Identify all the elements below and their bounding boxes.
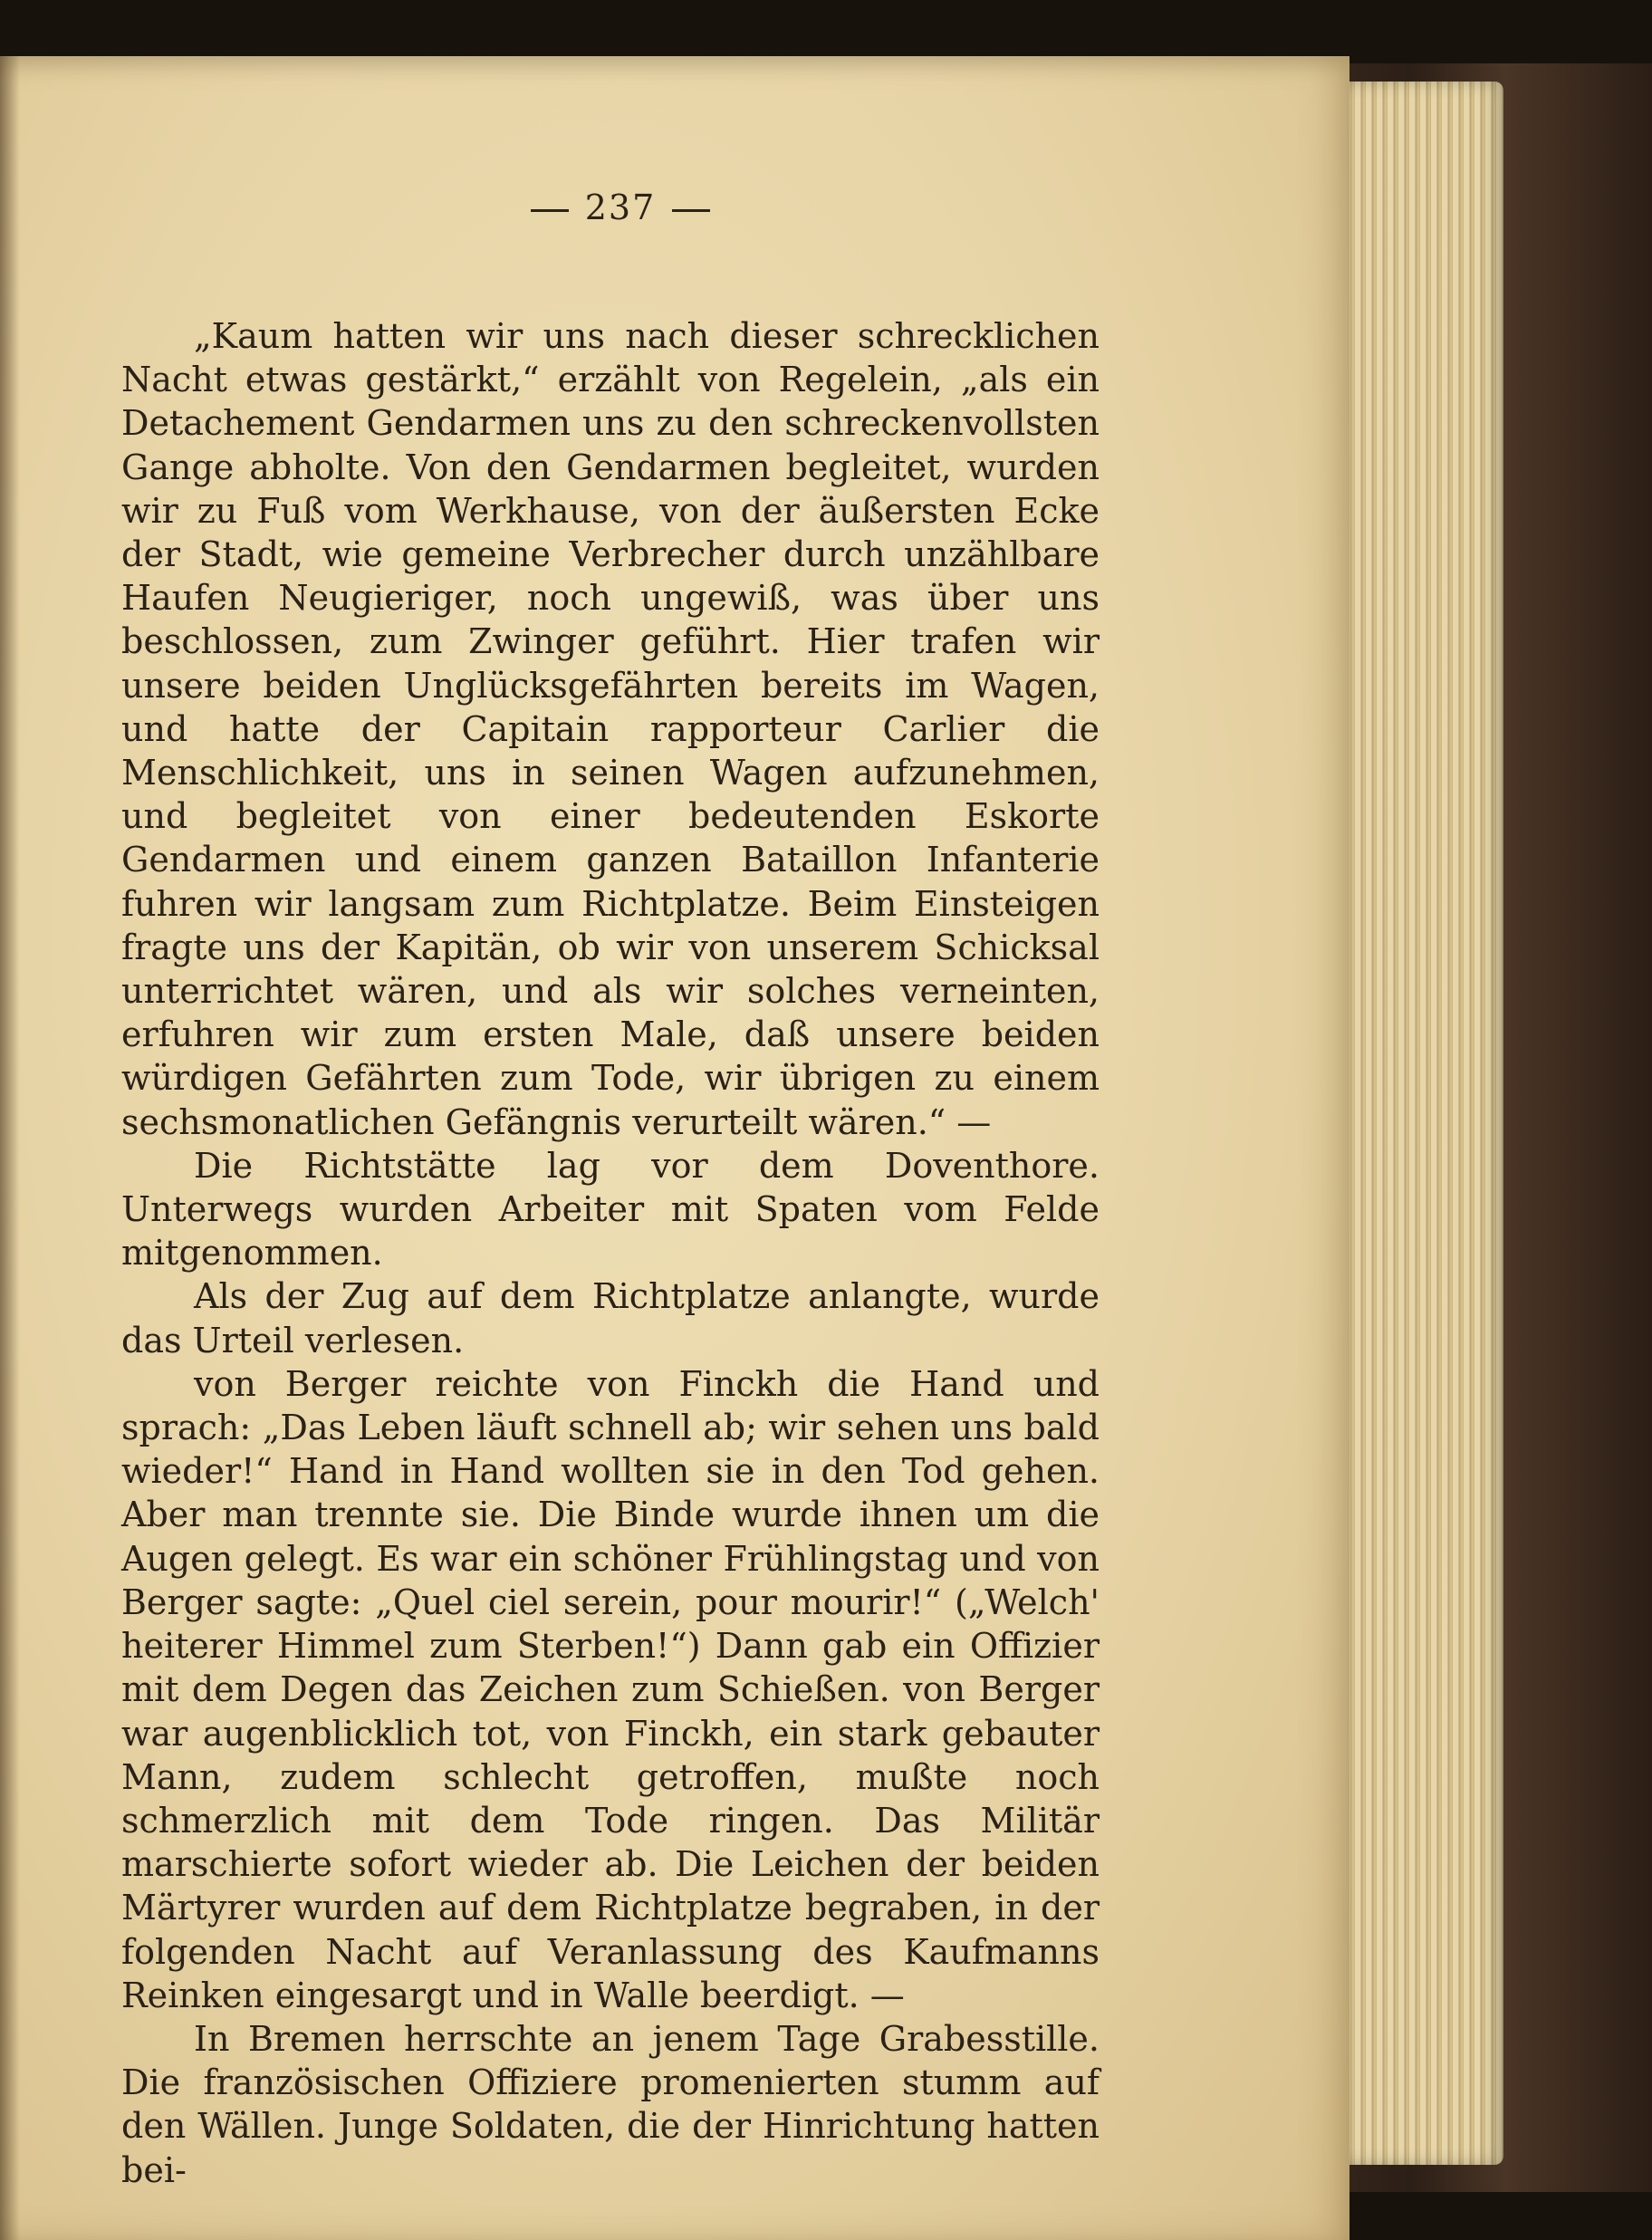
page-header	[0, 187, 1241, 227]
book-page	[0, 56, 1349, 2240]
paragraph: von Berger reichte von Finckh die Hand und sprach: „Das Leben läuft schnell ab; wir sehen uns bald wieder!“ Hand in Hand wollten sie in den Tod gehen. Aber man trennte sie. Die Binde wurde ihnen um die Augen gelegt. Es war ein schöner Frühlingstag und von Berger sagte: „Quel ciel serein, pour mourir!“ („Welch' heiterer Himmel zum Sterben!“) Dann gab ein Offizier mit dem Degen das Zeichen zum Schießen. von Berger war augenblicklich tot, von Finckh, ein stark gebauter Mann, zudem schlecht getroffen, mußte noch schmerzlich mit dem Tode ringen. Das Militär marschierte sofort wieder ab. Die Leichen der beiden Märtyrer wurden auf dem Richtplatze begraben, in der folgenden Nacht auf Veranlassung des Kaufmanns Reinken eingesargt und in Walle beerdigt. —	[121, 1363, 1100, 2015]
paragraph: In Bremen herrschte an jenem Tage Grabesstille. Die französischen Offiziere promenierten stumm auf den Wällen. Junge Soldaten, die der Hinrichtung hatten bei-	[121, 2018, 1100, 2190]
header-dash-left	[531, 209, 569, 212]
body-text	[121, 314, 1100, 2192]
page-number: 237	[584, 187, 657, 227]
header-dash-right	[672, 209, 710, 212]
page-edges	[1322, 82, 1503, 2165]
paragraph: Die Richtstätte lag vor dem Doventhore. Unterwegs wurden Arbeiter mit Spaten vom Felde mitgenommen.	[121, 1145, 1100, 1274]
paragraph: „Kaum hatten wir uns nach dieser schrecklichen Nacht etwas gestärkt,“ erzählt von Regelein, „als ein Detachement Gendarmen uns zu den schreckenvollsten Gange abholte. Von den Gendarmen begleitet, wurden wir zu Fuß vom Werkhause, von der äußersten Ecke der Stadt, wie gemeine Verbrecher durch unzählbare Haufen Neugieriger, noch ungewiß, was über uns beschlossen, zum Zwinger geführt. Hier trafen wir unsere beiden Unglücksgefährten bereits im Wagen, und hatte der Capitain rapporteur Carlier die Menschlichkeit, uns in seinen Wagen aufzunehmen, und begleitet von einer bedeutenden Eskorte Gendarmen und einem ganzen Bataillon Infanterie fuhren wir langsam zum Richtplatze. Beim Einsteigen fragte uns der Kapitän, ob wir von unserem Schicksal unterrichtet wären, und als wir solches verneinten, erfuhren wir zum ersten Male, daß unsere beiden würdigen Gefährten zum Tode, wir übrigen zu einem sechsmonatlichen Gefängnis verurteilt wären.“ —	[121, 316, 1100, 1142]
paragraph: Als der Zug auf dem Richtplatze anlangte, wurde das Urteil verlesen.	[121, 1276, 1100, 1360]
gutter-shadow	[0, 56, 20, 2240]
